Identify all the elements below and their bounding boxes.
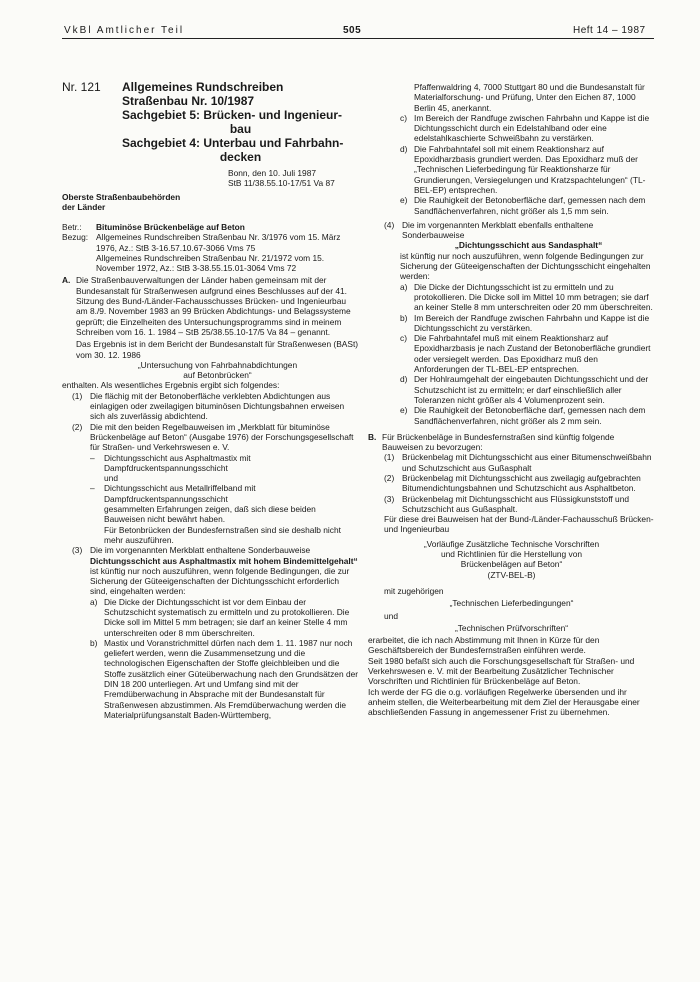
- quote-line: auf Betonbrücken“: [183, 370, 252, 381]
- sub-marker: a): [90, 596, 98, 607]
- sub-item: [368, 195, 655, 216]
- sub-marker: d): [400, 374, 408, 385]
- dash-marker: –: [90, 483, 95, 494]
- subject-text: Bituminöse Brückenbeläge auf Beton: [96, 222, 245, 232]
- item-text: [90, 545, 359, 720]
- item-marker: (2): [384, 472, 395, 483]
- item-text: Brückenbelag mit Dichtungsschicht aus Flüssigkunststoff und Schutzschicht aus Gußasphalt.: [402, 493, 630, 514]
- sub-text: Die Rauhigkeit der Betonoberfläche darf, gemessen nach dem Sandflächenverfahren, nicht größer als 2 mm sein.: [414, 405, 646, 426]
- section-marker: B.: [368, 431, 377, 442]
- sub-text: Im Bereich der Randfuge zwischen Fahrbahn und Kappe ist die Dichtungsschicht durch ein Edelstahlband oder eine edelstahlkaschierte Schweißbahn zu verstärken.: [414, 112, 650, 144]
- date-line: Bonn, den 10. Juli 1987: [228, 168, 317, 178]
- quote-line: „Technischen Prüfvorschriften“: [454, 622, 569, 633]
- quote-line: „Vorläufige Zusätzliche Technische Vorschriften: [423, 538, 600, 549]
- sub-item: [400, 313, 655, 334]
- conjunction: und: [384, 610, 398, 621]
- dash-item: [90, 453, 359, 474]
- subheading: „Dichtungsschicht aus Sandasphalt“: [454, 240, 603, 251]
- paragraph: Die im vorgenannten Merkblatt enthaltene Sonderbauweise: [90, 545, 311, 556]
- sub-marker: e): [400, 195, 408, 206]
- sub-item: [400, 333, 655, 374]
- sub-marker: e): [400, 405, 408, 416]
- title-line: Allgemeines Rundschreiben: [122, 80, 284, 94]
- item-marker: (2): [72, 421, 83, 432]
- paragraph: Ich werde der FG die o.g. vorläufigen Regelwerke übersenden und ihr anheim stellen, die Weiterbearbeitung mit dem Ziel der Herausgabe einer abschließenden Fassung in angemessener Frist zu übernehmen.: [368, 686, 640, 718]
- reference-line: StB 11/38.55.10-17/51 Va 87: [228, 178, 335, 188]
- conjunction: und: [104, 473, 118, 484]
- sub-text: Die Rauhigkeit der Betonoberfläche darf, gemessen nach dem Sandflächenverfahren, nicht größer als 1,5 mm sein.: [414, 195, 646, 216]
- subject-label: Betr.:: [62, 222, 82, 232]
- sub-text: Die Dicke der Dichtungsschicht ist vor dem Einbau der Schutzschicht systematisch zu ermitteln und zu protokollieren. Die Dicke soll im Mittel 5 mm betragen; sie darf an keiner Stelle 4 mm unterschreiten oder 8 mm überschreiten.: [104, 596, 350, 638]
- journal-title: VkBl Amtlicher Teil: [64, 25, 185, 36]
- section-a: [62, 275, 359, 380]
- dash-text: Dichtungsschicht aus Asphaltmastix mit Dampfdruckentspannungsschicht: [104, 452, 251, 473]
- item-marker: (3): [384, 493, 395, 504]
- title-block: [62, 80, 359, 164]
- title-line: decken: [219, 150, 262, 164]
- list-item: [384, 473, 655, 494]
- item-marker: (4): [384, 219, 395, 230]
- dash-marker: –: [90, 452, 95, 463]
- paragraph: erarbeitet, die ich nach Abstimmung mit Ihnen in Kürze für den Geschäftsbereich der Bundesfernstraßen einführen werde.: [368, 635, 600, 656]
- sub-text: Die Dicke der Dichtungsschicht ist zu ermitteln und zu protokollieren. Die Dicke soll im Mittel 10 mm betragen; sie darf an keiner Stelle 8 mm unterschreiten oder 20 mm überschreiten.: [414, 281, 653, 313]
- regulation-title: [368, 539, 655, 580]
- sub-text: Mastix und Voranstrichmittel dürfen nach dem 1. 11. 1987 nur noch geliefert werden, wenn die Zusammensetzung und die technologischen Eigenschaften der Stoffe gleichbleiben und die Stoffe zusätzlich einer Güteüberwachung nach den Grundsätzen der DIN 18 200 unterliegen. Art und Umfang sind mit der Fremdüberwachung in Absprache mit der Bundesanstalt für Straßenwesen abzustimmen. Als Fremdüberwachung werden die Materialprüfungsanstalt Baden-Württemberg,: [104, 637, 359, 720]
- paragraph: Die Straßenbauverwaltungen der Länder haben gemeinsam mit der Bundesanstalt für Straßenwesen aufgrund eines Beschlusses auf der 41. Sitzung des Bund-/Länder-Fachausschusses Brücken- und Ingenieurbau am 8./9. November 1983 an 99 Brücken Abdichtungs- und Belagssysteme geprüft; die Einzelheiten des Untersuchungsprogramms sind in meinem Schreiben vom 16. 1. 1984 – StB 25/38.55.10-17/5 Va 84 – genannt.: [76, 275, 351, 337]
- dash-text: Dichtungsschicht aus Metallriffelband mit Dampfdruckentspannungsschicht: [104, 483, 256, 504]
- document-number: Nr. 121: [62, 80, 101, 94]
- reference-row: [62, 232, 359, 273]
- quote-line: (ZTV-BEL-B): [487, 569, 536, 580]
- dash-item: [90, 483, 359, 504]
- reference-item: Allgemeines Rundschreiben Straßenbau Nr. 21/1972 vom 15. November 1972, Az.: StB 3-38.55.15.01-3064 Vms 72: [96, 252, 325, 274]
- quote-line: und Richtlinien für die Herstellung von: [440, 549, 583, 560]
- section-text: Für Brückenbeläge in Bundesfernstraßen sind künftig folgende Bauweisen zu bevorzugen:: [382, 431, 615, 453]
- section-marker: A.: [62, 275, 71, 286]
- sub-marker: c): [400, 112, 407, 123]
- page-header: [0, 0, 700, 48]
- sub-marker: d): [400, 143, 408, 154]
- sub-text: Die Fahrbahntafel muß mit einem Reaktionsharz auf Epoxidharzbasis je nach Zustand der Betonoberfläche grundiert oder versiegelt werden. Das Epoxidharz muß den Anforderungen der TL-BEL-EP entsprechen.: [414, 333, 651, 375]
- sub-item: [368, 144, 655, 195]
- title-line: bau: [229, 122, 252, 136]
- list-item: [384, 494, 655, 515]
- addressee-line: der Länder: [62, 202, 106, 212]
- paragraph: Das Ergebnis ist in dem Bericht der Bundesanstalt für Straßenwesen (BASt) vom 30. 12. 1986: [76, 339, 359, 360]
- title-line: Sachgebiet 5: Brücken- und Ingenieur-: [122, 108, 343, 122]
- sub-marker: c): [400, 333, 407, 344]
- sub-item: [90, 597, 359, 638]
- paragraph: enthalten. Als wesentliches Ergebnis ergibt sich folgendes:: [62, 380, 280, 391]
- page-number: 505: [343, 25, 362, 36]
- item-text: [402, 220, 655, 251]
- quote-line: „Technischen Lieferbedingungen“: [449, 598, 574, 609]
- title-line: Sachgebiet 4: Unterbau und Fahrbahn-: [122, 136, 344, 150]
- sub-item: [400, 374, 655, 405]
- paragraph: Für Betonbrücken der Bundesfernstraßen sind sie deshalb nicht mehr auszuführen.: [104, 524, 341, 545]
- item-text: Brückenbelag mit Dichtungsschicht aus zweilagig aufgebrachten Bitumendichtungsbahnen und Schutzschicht aus Asphaltbeton.: [402, 472, 641, 494]
- sub-text: Die Fahrbahntafel soll mit einem Reaktionsharz auf Epoxidharzbasis grundiert werden. Das Epoxidharz muß der „Technischen Lieferbedingung für Reaktionsharze für Grundierungen, Versiegelungen und Kratzspachtelungen“ (TL-BEL-EP) entsprechen.: [414, 143, 646, 195]
- preferred-list: [368, 452, 655, 514]
- paragraph: ist künftig nur noch auszuführen, wenn folgende Bedingungen, die zur Sicherung der Güteeigenschaften der Dichtungsschicht erforderlich sind, eingehalten werden:: [90, 565, 350, 597]
- sub-text: Im Bereich der Randfuge zwischen Fahrbahn und Kappe ist die Dichtungsschicht zu verstärken.: [414, 312, 650, 333]
- subject-row: [62, 222, 359, 232]
- list-item: [368, 220, 655, 251]
- sub-list: [368, 282, 655, 426]
- paragraph: gesammelten Erfahrungen zeigen, daß sich diese beiden Bauweisen nicht bewährt haben.: [104, 504, 316, 525]
- paragraph: Für diese drei Bauweisen hat der Bund-/Länder-Fachausschuß Brücken- und Ingenieurbau: [384, 514, 654, 535]
- item-text: Brückenbelag mit Dichtungsschicht aus einer Bitumenschweißbahn und Schutzschicht aus Gußasphalt: [402, 452, 652, 473]
- item-marker: (1): [72, 390, 83, 401]
- paragraph: Seit 1980 befaßt sich auch die Forschungsgesellschaft für Straßen- und Verkehrswesen e. V. mit der Bearbeitung Zusätzlicher Technischer Vorschriften und Richtlinien für Brückenbeläge auf Beton.: [368, 655, 635, 687]
- reference-text: [96, 232, 359, 273]
- paragraph: ist künftig nur noch auszuführen, wenn folgende Bedingungen zur Sicherung der Güteeigenschaften der Dichtungsschicht eingehalten werden:: [400, 250, 651, 282]
- reference-item: Allgemeines Rundschreiben Straßenbau Nr. 3/1976 vom 15. März 1976, Az.: StB 3-16.57.10.67-3066 Vms 75: [96, 232, 341, 253]
- list-item: [62, 391, 359, 422]
- quote-line: „Untersuchung von Fahrbahnabdichtungen: [137, 359, 298, 370]
- sub-marker: a): [400, 281, 408, 292]
- list-item: [62, 545, 359, 720]
- sub-item: [368, 113, 655, 144]
- sub-marker: b): [400, 312, 408, 323]
- subheading: Dichtungsschicht aus Asphaltmastix mit hohem Bindemittelgehalt“: [90, 555, 358, 566]
- item-text: Die flächig mit der Betonoberfläche verklebten Abdichtungen aus einlagigen oder zweilagigen bituminösen Dichtungsbahnen erweisen sich als zuverlässig abdichtend.: [90, 390, 345, 422]
- item-marker: (3): [72, 545, 83, 556]
- quote-line: Brückenbelägen auf Beton“: [460, 559, 563, 570]
- sub-item: [90, 638, 359, 720]
- section-text: [76, 275, 359, 380]
- title-line: Straßenbau Nr. 10/1987: [122, 94, 255, 108]
- sub-item: [400, 405, 655, 426]
- date-block: [228, 168, 359, 188]
- issue-number: Heft 14 – 1987: [573, 25, 646, 36]
- paragraph: Pfaffenwaldring 4, 7000 Stuttgart 80 und die Bundesanstalt für Materialforschung- und Prüfung, Unter den Eichen 87, 1000 Berlin 45, anerkannt.: [414, 82, 645, 113]
- item-marker: (1): [384, 452, 395, 463]
- item-text: [90, 422, 359, 546]
- section-b: [368, 432, 655, 453]
- sub-marker: b): [90, 637, 98, 648]
- list-item: [62, 422, 359, 546]
- addressee-line: Oberste Straßenbaubehörden: [62, 192, 181, 202]
- list-item: [384, 452, 655, 473]
- addressee: [62, 192, 242, 212]
- reference-label: Bezug:: [62, 232, 89, 243]
- document-title: [122, 80, 359, 164]
- right-column: [368, 82, 655, 718]
- paragraph: mit zugehörigen: [384, 585, 444, 596]
- left-column: [62, 80, 359, 720]
- sub-item: [400, 282, 655, 313]
- paragraph: Die im vorgenannten Merkblatt ebenfalls enthaltene Sonderbauweise: [402, 219, 594, 241]
- paragraph: Die mit den beiden Regelbauweisen im „Merkblatt für bituminöse Brückenbeläge auf Beton“ (Ausgabe 1976) der Forschungsgesellschaft für Straßen- und Verkehrswesen e. V.: [90, 421, 354, 453]
- header-rule: [62, 38, 654, 39]
- sub-text: Der Hohlraumgehalt der eingebauten Dichtungsschicht und der Schutzschicht ist zu ermitteln; er darf einschließlich aller Toleranzen nicht größer als 4 Volumenprozent sein.: [414, 374, 649, 405]
